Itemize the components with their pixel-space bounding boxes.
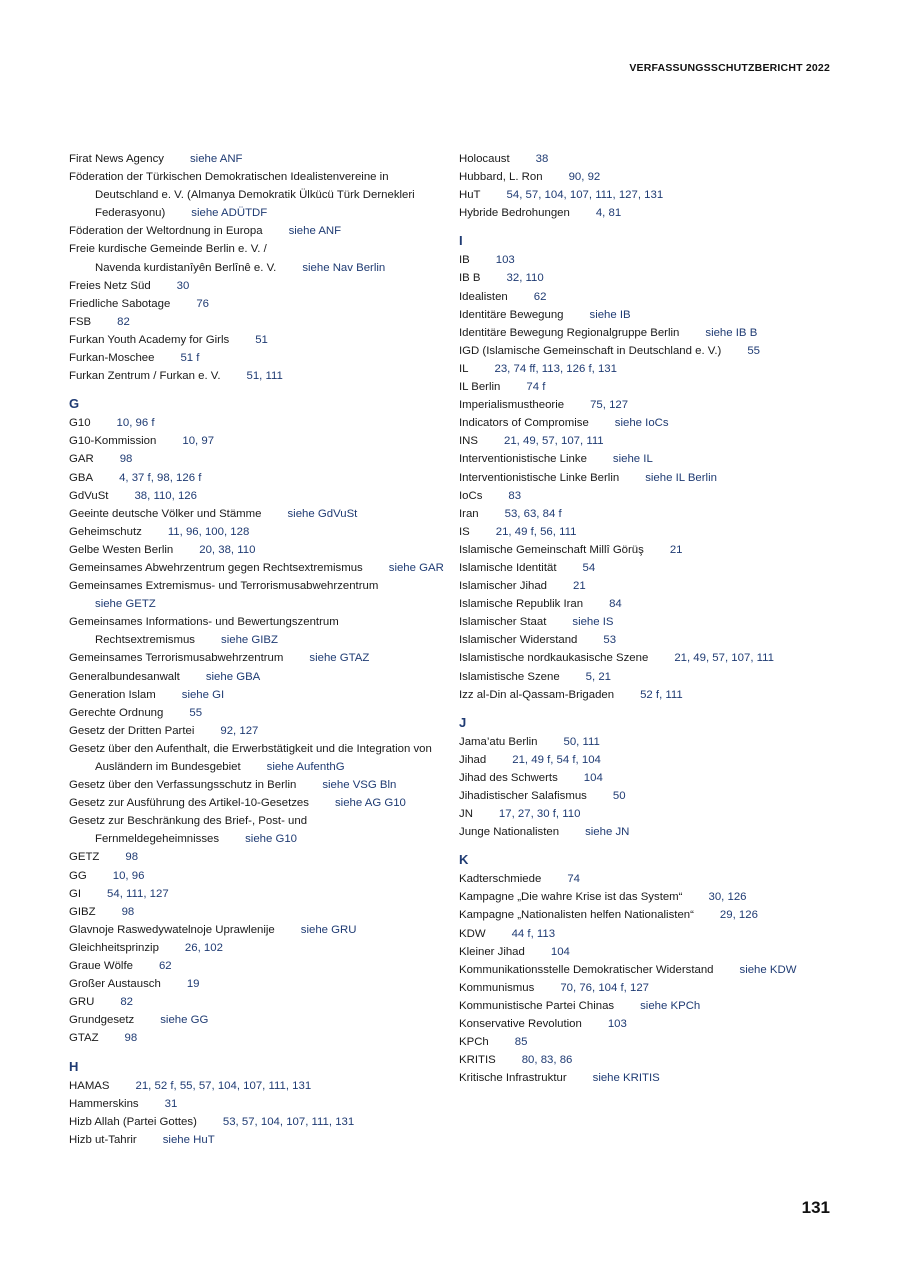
index-entry — [459, 541, 839, 559]
index-term: Gelbe Westen Berlin — [69, 543, 174, 556]
index-page-reference[interactable]: 32, 110 — [506, 272, 544, 285]
index-page-reference[interactable]: siehe GRU — [300, 923, 357, 936]
index-column-right — [459, 150, 839, 1087]
index-entry — [459, 943, 839, 961]
index-entry — [459, 595, 839, 613]
index-term: IoCs — [459, 489, 483, 502]
index-term: HuT — [459, 189, 481, 202]
index-page-reference[interactable]: siehe AG G10 — [334, 797, 406, 810]
index-term: GTAZ — [69, 1032, 99, 1045]
index-term: Holocaust — [459, 153, 510, 165]
index-page-reference[interactable]: siehe IL Berlin — [645, 471, 717, 484]
index-page-reference[interactable]: siehe GG — [160, 1014, 209, 1027]
index-page-reference[interactable]: 11, 96, 100, 128 — [167, 525, 250, 538]
index-page-reference[interactable]: 74 f — [526, 381, 546, 394]
index-entry — [69, 414, 449, 432]
index-term: Deutschland e. V. (Almanya Demokratik Ülkücü Türk Dernekleri — [95, 189, 415, 202]
index-term: Grundgesetz — [69, 1014, 135, 1027]
index-page-reference[interactable]: 10, 97 — [182, 435, 215, 448]
index-term: KPCh — [459, 1036, 489, 1049]
index-entry — [69, 1029, 449, 1047]
index-page-reference[interactable]: 76 — [196, 297, 209, 310]
index-entry — [459, 649, 839, 667]
index-term: Friedliche Sabotage — [69, 297, 171, 310]
index-page-reference[interactable]: 82 — [117, 315, 130, 328]
index-term: GRU — [69, 996, 95, 1009]
index-page-reference[interactable]: 44 f, 113 — [511, 927, 556, 940]
index-entry — [459, 324, 839, 342]
index-page-reference[interactable]: 21, 49 f, 54 f, 104 — [512, 753, 601, 766]
index-term: Islamischer Jihad — [459, 580, 547, 593]
index-term: JN — [459, 808, 473, 821]
index-term: Firat News Agency — [69, 153, 164, 165]
index-entry — [459, 432, 839, 450]
index-term: Glavnoje Raswedywatelnoje Uprawlenije — [69, 923, 275, 936]
index-entry — [459, 906, 839, 924]
index-entry — [459, 396, 839, 414]
index-entry — [69, 939, 449, 957]
index-entry — [459, 559, 839, 577]
index-entry — [69, 541, 449, 559]
index-page-reference[interactable]: 30 — [176, 279, 190, 292]
index-term: G10 — [69, 417, 91, 430]
index-term: Jihad — [459, 753, 487, 766]
index-term: Gesetz zur Beschränkung des Brief-, Post- und — [69, 815, 308, 828]
index-entry — [459, 631, 839, 649]
index-term: HAMAS — [69, 1079, 110, 1092]
index-entry — [459, 668, 839, 686]
index-entry — [69, 313, 449, 331]
index-page-reference[interactable]: 103 — [495, 254, 515, 267]
index-term: IS — [459, 525, 470, 538]
index-page-reference[interactable]: 82 — [120, 996, 133, 1009]
index-entry-continuation — [69, 595, 449, 613]
index-term: Islamische Identität — [459, 561, 557, 574]
index-page-reference[interactable]: 10, 96 — [112, 869, 145, 882]
index-page-reference[interactable]: 51 f — [180, 352, 200, 365]
index-page-reference[interactable]: 75, 127 — [590, 399, 629, 412]
index-page-reference[interactable]: 17, 27, 30 f, 110 — [498, 808, 581, 821]
index-entry — [69, 975, 449, 993]
index-page-reference[interactable]: siehe KPCh — [640, 999, 701, 1012]
index-term: Föderation der Weltordnung in Europa — [69, 225, 263, 238]
index-term: Navenda kurdistanîyên Berlînê e. V. — [95, 261, 277, 274]
index-page-reference[interactable]: siehe JN — [585, 826, 630, 839]
index-entry — [459, 888, 839, 906]
index-page-reference[interactable]: 51, 111 — [246, 370, 283, 383]
index-term: Islamischer Staat — [459, 616, 547, 629]
index-page-reference[interactable]: 21 — [573, 580, 586, 593]
index-entry — [69, 776, 449, 794]
index-entry — [69, 957, 449, 975]
index-page-reference[interactable]: 52 f, 111 — [640, 688, 683, 701]
index-entry — [459, 342, 839, 360]
index-page-reference[interactable]: siehe KRITIS — [592, 1072, 660, 1085]
index-entry — [69, 1131, 449, 1149]
index-page-reference[interactable]: 53, 63, 84 f — [504, 507, 562, 520]
index-page-reference[interactable]: siehe IS — [572, 616, 614, 629]
index-page-reference[interactable]: 98 — [124, 1032, 138, 1045]
index-term: Kritische Infrastruktur — [459, 1072, 567, 1085]
index-entry — [459, 269, 839, 287]
index-term: Graue Wölfe — [69, 960, 133, 973]
index-page-reference[interactable]: 21 — [669, 543, 683, 556]
index-entry — [69, 613, 449, 631]
index-entry — [459, 961, 839, 979]
index-entry — [69, 331, 449, 349]
index-term: INS — [459, 435, 478, 448]
index-term: Kampagne „Nationalisten helfen Nationalisten“ — [459, 909, 694, 922]
index-page-reference[interactable]: 31 — [164, 1097, 178, 1110]
index-page-reference[interactable]: 84 — [609, 598, 622, 611]
index-page-reference[interactable]: 92, 127 — [220, 724, 259, 737]
index-entry — [69, 704, 449, 722]
index-term: Gleichheitsprinzip — [69, 941, 159, 954]
index-page-reference[interactable]: siehe GI — [181, 688, 225, 701]
index-page-reference[interactable]: 21, 49, 57, 107, 111 — [674, 652, 774, 665]
index-page-reference[interactable]: 38 — [535, 153, 549, 165]
index-entry-continuation — [69, 259, 449, 277]
index-term: Gesetz der Dritten Partei — [69, 724, 195, 737]
index-page-reference[interactable]: 70, 76, 104 f, 127 — [560, 981, 649, 994]
index-entry — [69, 150, 449, 168]
index-entry — [69, 686, 449, 704]
index-entry — [459, 1033, 839, 1051]
index-entry — [459, 925, 839, 943]
index-term: GIBZ — [69, 905, 96, 918]
index-term: Islamische Republik Iran — [459, 598, 584, 611]
index-term: Gemeinsames Extremismus- und Terrorismusabwehrzentrum — [69, 580, 379, 593]
index-term: KDW — [459, 927, 486, 940]
index-term: IB B — [459, 272, 481, 285]
index-page-reference[interactable]: siehe GTAZ — [309, 652, 370, 665]
index-term: IL Berlin — [459, 381, 501, 394]
index-entry — [459, 733, 839, 751]
index-entry — [459, 870, 839, 888]
index-term: Gemeinsames Terrorismusabwehrzentrum — [69, 652, 284, 665]
index-entry — [69, 668, 449, 686]
index-page-reference[interactable]: 19 — [186, 978, 200, 991]
index-entry — [69, 867, 449, 885]
index-entry — [459, 251, 839, 269]
index-term: Interventionistische Linke Berlin — [459, 471, 620, 484]
index-page-reference[interactable]: 90, 92 — [568, 171, 601, 184]
index-term: KRITIS — [459, 1054, 496, 1067]
index-entry — [459, 523, 839, 541]
index-page-reference[interactable]: siehe ANF — [288, 225, 342, 238]
index-entry — [459, 150, 839, 168]
index-page-reference[interactable]: siehe IB B — [705, 326, 758, 339]
index-entry — [69, 812, 449, 830]
index-entry — [459, 1015, 839, 1033]
index-page-reference[interactable]: 4, 81 — [595, 207, 622, 220]
index-term: Identitäre Bewegung — [459, 308, 564, 321]
index-page-reference[interactable]: 21, 49, 57, 107, 111 — [504, 435, 604, 448]
index-page-reference[interactable]: 4, 37 f, 98, 126 f — [119, 471, 202, 484]
index-page-reference[interactable]: 85 — [514, 1036, 528, 1049]
index-term: GBA — [69, 471, 94, 484]
index-term: GETZ — [69, 851, 100, 864]
index-entry — [69, 487, 449, 505]
index-term: Konservative Revolution — [459, 1018, 582, 1031]
index-entry — [69, 1095, 449, 1113]
index-entry — [459, 769, 839, 787]
index-entry — [69, 885, 449, 903]
index-letter-heading: J — [459, 714, 467, 730]
index-term: Furkan Zentrum / Furkan e. V. — [69, 370, 221, 383]
index-page-reference[interactable]: siehe IoCs — [614, 417, 669, 430]
index-term: Junge Nationalisten — [459, 826, 560, 839]
index-page-reference[interactable]: siehe GAR — [388, 561, 444, 574]
index-entry — [459, 1051, 839, 1069]
index-page-reference[interactable]: 51 — [255, 333, 268, 346]
index-term: Iran — [459, 507, 479, 520]
index-page-reference[interactable]: siehe G10 — [245, 833, 298, 846]
index-page-reference[interactable]: 30, 126 — [708, 891, 747, 904]
index-column-left — [69, 150, 449, 1149]
index-entry — [69, 469, 449, 487]
index-entry — [69, 722, 449, 740]
index-page-reference[interactable]: 62 — [533, 290, 547, 303]
index-entry — [69, 740, 449, 758]
index-entry — [69, 649, 449, 667]
index-term: Federasyonu) — [95, 207, 166, 220]
index-entry — [69, 1011, 449, 1029]
index-page-reference[interactable]: 53 — [603, 634, 617, 647]
index-page-reference[interactable]: 62 — [158, 960, 172, 973]
index-term: Hammerskins — [69, 1097, 139, 1110]
index-entry — [459, 805, 839, 823]
index-term: Föderation der Türkischen Demokratischen Idealistenvereine in — [69, 171, 389, 184]
index-term: Gesetz über den Aufenthalt, die Erwerbstätigkeit und die Integration von — [69, 742, 432, 755]
index-term: Kampagne „Die wahre Krise ist das System“ — [459, 891, 683, 904]
index-term: Jama’atu Berlin — [459, 735, 538, 748]
index-term: GdVuSt — [69, 489, 109, 502]
index-entry — [459, 613, 839, 631]
index-page-reference[interactable]: 55 — [747, 344, 760, 357]
index-page-reference[interactable]: 98 — [125, 851, 139, 864]
index-entry — [69, 523, 449, 541]
index-page-reference[interactable]: 23, 74 ff, 113, 126 f, 131 — [494, 362, 617, 375]
index-entry — [69, 505, 449, 523]
index-term: Kleiner Jihad — [459, 945, 525, 958]
index-term: Gesetz zur Ausführung des Artikel-10-Gesetzes — [69, 797, 309, 810]
index-term: Jihad des Schwerts — [459, 771, 558, 784]
index-page-reference[interactable]: siehe IL — [612, 453, 653, 466]
index-letter-heading: H — [69, 1058, 79, 1074]
index-page-reference[interactable]: 38, 110, 126 — [134, 489, 197, 502]
index-page-reference[interactable]: 53, 57, 104, 107, 111, 131 — [222, 1115, 355, 1128]
index-entry — [459, 306, 839, 324]
index-term: Gemeinsames Abwehrzentrum gegen Rechtsextremismus — [69, 561, 363, 574]
index-term: Islamischer Widerstand — [459, 634, 578, 647]
index-page-reference[interactable]: siehe ADÜTDF — [191, 207, 268, 220]
index-term: IB — [459, 254, 470, 267]
index-entry — [69, 559, 449, 577]
index-entry — [459, 751, 839, 769]
index-term: Idealisten — [459, 290, 508, 303]
index-term: Fernmeldegeheimnisses — [95, 833, 220, 846]
index-term: Jihadistischer Salafismus — [459, 790, 587, 802]
index-entry — [69, 240, 449, 258]
index-term: Freie kurdische Gemeinde Berlin e. V. / — [69, 243, 267, 256]
index-page-reference[interactable]: 54 — [582, 561, 596, 574]
index-term: Geheimschutz — [69, 525, 142, 538]
index-page-reference[interactable]: siehe AufenthG — [266, 761, 345, 773]
index-entry-continuation — [69, 631, 449, 649]
index-term: Interventionistische Linke — [459, 453, 587, 466]
index-page-reference[interactable]: 104 — [550, 945, 570, 958]
index-term: Islamistische Szene — [459, 670, 560, 683]
index-entry-continuation — [69, 758, 449, 776]
index-term: Islamistische nordkaukasische Szene — [459, 652, 649, 665]
index-term: Gesetz über den Verfassungsschutz in Berlin — [69, 779, 297, 792]
index-term: GI — [69, 887, 82, 900]
index-term: GG — [69, 869, 87, 882]
index-entry — [459, 378, 839, 396]
index-page-reference[interactable]: siehe GETZ — [95, 598, 156, 611]
index-page-reference[interactable]: 104 — [583, 771, 603, 784]
index-term: Kadterschmiede — [459, 873, 542, 886]
index-term: Generalbundesanwalt — [69, 670, 180, 683]
index-page-reference[interactable]: 29, 126 — [719, 909, 758, 922]
index-page-reference[interactable]: 98 — [119, 453, 133, 466]
index-term: Imperialismustheorie — [459, 399, 565, 412]
index-page-reference[interactable]: 103 — [607, 1018, 627, 1031]
index-entry — [69, 848, 449, 866]
index-page-reference[interactable]: siehe KDW — [739, 963, 797, 976]
index-entry — [69, 903, 449, 921]
index-entry — [69, 794, 449, 812]
index-term: Hizb Allah (Partei Gottes) — [69, 1115, 197, 1128]
index-page-reference[interactable]: 74 — [567, 873, 580, 886]
index-term: Furkan Youth Academy for Girls — [69, 333, 230, 346]
index-term: Furkan-Moschee — [69, 352, 155, 365]
index-page-reference[interactable]: siehe GIBZ — [221, 634, 278, 647]
index-term: Hubbard, L. Ron — [459, 171, 543, 184]
index-entry-continuation — [69, 204, 449, 222]
index-page-reference[interactable]: 20, 38, 110 — [199, 543, 256, 556]
index-entry — [459, 469, 839, 487]
index-entry — [69, 1113, 449, 1131]
index-term: Kommunistische Partei Chinas — [459, 999, 615, 1012]
index-entry — [459, 288, 839, 306]
index-page-reference[interactable]: 80, 83, 86 — [521, 1054, 573, 1067]
index-page-reference[interactable]: siehe VSG Bln — [322, 779, 397, 792]
index-entry — [459, 204, 839, 222]
page-number: 131 — [801, 1198, 830, 1217]
index-page-reference[interactable]: siehe GBA — [205, 670, 261, 683]
index-entry — [69, 222, 449, 240]
index-page-reference[interactable]: 98 — [121, 905, 135, 918]
index-entry — [69, 432, 449, 450]
index-entry — [69, 367, 449, 385]
index-entry — [459, 577, 839, 595]
index-term: Großer Austausch — [69, 978, 161, 991]
index-entry — [459, 505, 839, 523]
index-entry — [459, 186, 839, 204]
index-page-reference[interactable]: 50 — [612, 790, 626, 802]
index-term: Identitäre Bewegung Regionalgruppe Berlin — [459, 326, 680, 339]
index-entry — [459, 414, 839, 432]
index-letter-heading: K — [459, 852, 469, 868]
index-term: G10-Kommission — [69, 435, 157, 448]
index-term: GAR — [69, 453, 94, 466]
index-term: Gemeinsames Informations- und Bewertungszentrum — [69, 616, 339, 629]
index-page-reference[interactable]: 5, 21 — [585, 670, 612, 683]
index-page-reference[interactable]: siehe Nav Berlin — [302, 261, 386, 274]
index-term: Islamische Gemeinschaft Millî Görüş — [459, 543, 644, 556]
index-entry — [69, 921, 449, 939]
index-term: Freies Netz Süd — [69, 279, 151, 292]
index-letter-heading: G — [69, 396, 80, 412]
index-term: Gerechte Ordnung — [69, 706, 164, 719]
index-entry — [69, 577, 449, 595]
index-page-reference[interactable]: 83 — [508, 489, 522, 502]
index-entry — [459, 997, 839, 1015]
index-term: IGD (Islamische Gemeinschaft in Deutschland e. V.) — [459, 344, 722, 357]
index-term: Hizb ut-Tahrir — [69, 1133, 137, 1146]
index-term: Ausländern im Bundesgebiet — [95, 761, 241, 773]
index-term: Kommunismus — [459, 981, 535, 994]
index-page-reference[interactable]: 50, 111 — [563, 735, 600, 748]
index-entry — [69, 450, 449, 468]
index-page-reference[interactable]: 21, 52 f, 55, 57, 104, 107, 111, 131 — [135, 1079, 312, 1092]
index-page-reference[interactable]: 21, 49 f, 56, 111 — [495, 525, 577, 538]
index-entry-continuation — [69, 830, 449, 848]
index-term: Kommunikationsstelle Demokratischer Widerstand — [459, 963, 714, 976]
index-term: FSB — [69, 315, 92, 328]
index-page-reference[interactable]: 54, 57, 104, 107, 111, 127, 131 — [506, 189, 664, 202]
index-term: Rechtsextremismus — [95, 634, 196, 647]
index-page-reference[interactable]: 26, 102 — [184, 941, 223, 954]
index-term: Hybride Bedrohungen — [459, 207, 570, 220]
index-term: Generation Islam — [69, 688, 156, 701]
index-entry — [459, 168, 839, 186]
index-term: Geeinte deutsche Völker und Stämme — [69, 507, 262, 520]
index-page-reference[interactable]: siehe HuT — [162, 1133, 215, 1146]
index-entry — [459, 686, 839, 704]
index-entry — [69, 349, 449, 367]
index-page-reference[interactable]: 54, 111, 127 — [107, 887, 169, 900]
index-term: Izz al-Din al-Qassam-Brigaden — [459, 688, 615, 701]
index-page-reference[interactable]: 55 — [189, 706, 203, 719]
report-header: VERFASSUNGSSCHUTZBERICHT 2022 — [629, 62, 830, 74]
index-page-reference[interactable]: siehe GdVuSt — [287, 507, 358, 520]
index-entry — [69, 993, 449, 1011]
index-letter-heading: I — [459, 233, 463, 249]
index-entry — [69, 168, 449, 186]
index-entry — [459, 487, 839, 505]
index-page-reference[interactable]: 10, 96 f — [116, 417, 155, 430]
index-entry — [459, 979, 839, 997]
index-term: IL — [459, 362, 469, 375]
index-entry-continuation — [69, 186, 449, 204]
index-term: Indicators of Compromise — [459, 417, 589, 430]
index-entry — [459, 787, 839, 805]
index-entry — [459, 360, 839, 378]
index-page-reference[interactable]: siehe IB — [589, 308, 631, 321]
index-entry — [69, 1077, 449, 1095]
index-entry — [69, 277, 449, 295]
index-entry — [459, 823, 839, 841]
index-entry — [459, 1069, 839, 1087]
index-entry — [69, 295, 449, 313]
index-entry — [459, 450, 839, 468]
index-page-reference[interactable]: siehe ANF — [189, 153, 243, 165]
